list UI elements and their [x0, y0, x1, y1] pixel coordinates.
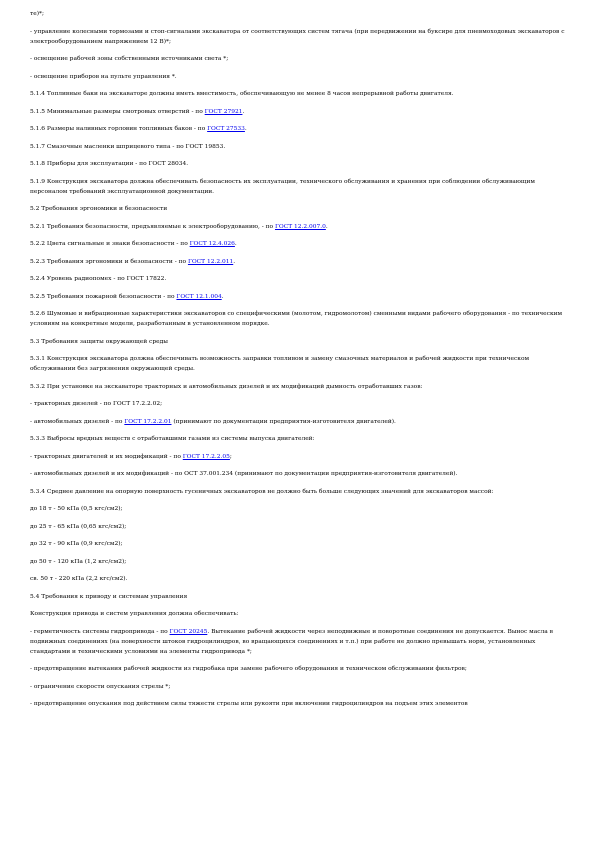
- paragraph-text-tail: .: [221, 293, 224, 300]
- paragraph: [30, 469, 565, 479]
- paragraph-text: 5.2.5 Требования пожарной безопасности - по: [30, 293, 177, 300]
- paragraph: [30, 699, 565, 709]
- paragraph-text: 5.1.4 Топливные баки на экскаваторе должны иметь вместимость, обеспечивающую не менее 8 часов непрерывной работы двигателя.: [30, 91, 454, 97]
- paragraph: [30, 204, 565, 214]
- paragraph: [30, 274, 565, 284]
- paragraph: [30, 72, 565, 82]
- paragraph-text: - освещение приборов на пульте управления *.: [30, 73, 177, 80]
- standard-link[interactable]: ГОСТ 27533: [207, 126, 245, 132]
- paragraph-text: 5.1.9 Конструкция экскаватора должна обеспечивать безопасность их эксплуатации, технического обслуживания и хранения при соблюдении обслуживающим персоналом требований эксплуатационной документации.: [30, 178, 535, 195]
- paragraph: [30, 337, 565, 347]
- paragraph: [30, 354, 565, 374]
- paragraph-text: 5.2.1 Требования безопасности, предъявляемые к электрооборудованию, - по: [30, 223, 275, 230]
- paragraph-text: 5.2 Требования эргономики и безопасности: [30, 206, 168, 212]
- paragraph: [30, 142, 565, 152]
- paragraph: [30, 257, 565, 267]
- standard-link[interactable]: ГОСТ 17.2.2.05: [182, 453, 230, 460]
- standard-link[interactable]: ГОСТ 12.4.026: [189, 241, 235, 247]
- paragraph: [30, 222, 565, 232]
- paragraph-text: - тракторных двигателей и их модификаций - по: [30, 453, 183, 460]
- paragraph: [30, 27, 565, 47]
- paragraph: [30, 9, 565, 19]
- standard-link[interactable]: ГОСТ 17.2.2.01: [124, 418, 172, 425]
- paragraph-text: до 32 т - 90 кПа (0,9 кгс/см2);: [30, 541, 123, 547]
- paragraph-text: 5.2.4 Уровень радиопомех - по ГОСТ 17822.: [30, 276, 167, 282]
- standard-link[interactable]: ГОСТ 27921: [204, 108, 243, 115]
- paragraph-text: 5.1.8 Приборы для эксплуатации - по ГОСТ 28034.: [30, 161, 189, 167]
- paragraph-text-tail: .: [325, 223, 328, 230]
- standard-link[interactable]: ГОСТ 12.2.011: [187, 258, 234, 265]
- paragraph-text: 5.1.6 Размеры наливных горловин топливных баков - по: [30, 126, 208, 132]
- paragraph-text: - автомобильных дизелей и их модификаций - по ОСТ 37.001.234 (принимают по документации предприятия-изготовителя двигателей).: [30, 471, 458, 477]
- paragraph: [30, 664, 565, 674]
- paragraph-text: 5.3.1 Конструкция экскаватора должна обеспечивать возможность заправки топливом и замену смазочных материалов и рабочей жидкости при техническом обслуживании без загрязнения окружающей среды.: [30, 356, 530, 372]
- paragraph: [30, 107, 565, 117]
- paragraph-text-tail: .: [233, 258, 236, 265]
- paragraph-text: - освещение рабочей зоны собственными источниками света *;: [30, 56, 229, 62]
- paragraph-text-tail: ;: [229, 453, 232, 460]
- paragraph: [30, 159, 565, 169]
- paragraph-text: 5.1.5 Минимальные размеры смотровых отверстий - по: [30, 108, 205, 115]
- paragraph-text-tail: . Вытекание рабочей жидкости через неподвижные и поворотные соединения не допускается. Вынос масла в подвижных соединениях (на поверхности штоков гидроцилиндров, во вращающихся соединениях и т.п.) при работе не должно превышать норм, установленных стандартами и техническими условиями на элементы гидропривода *;: [30, 628, 553, 655]
- paragraph-text: - предотвращение вытекания рабочей жидкости из гидробака при замене рабочего оборудования и техническом обслуживании фильтров;: [30, 666, 467, 672]
- paragraph-text: - ограничение скорости опускания стрелы *;: [30, 683, 171, 690]
- paragraph-text: до 25 т - 65 кПа (0,65 кгс/см2);: [30, 523, 127, 530]
- paragraph-text: 5.2.6 Шумовые и вибрационные характеристики экскаваторов со специфическими (молотом, гидромолотом) сменными видами рабочего оборудования - по техническим условиям на конкретные модели, разработанным в установленном порядке.: [30, 311, 563, 327]
- paragraph: [30, 399, 565, 409]
- paragraph: [30, 124, 565, 134]
- paragraph-text: 5.3 Требования защиты окружающей среды: [30, 338, 168, 345]
- paragraph: [30, 609, 565, 619]
- paragraph: [30, 557, 565, 567]
- standard-link[interactable]: ГОСТ 12.1.004: [176, 293, 222, 300]
- paragraph: [30, 292, 565, 302]
- paragraph: [30, 54, 565, 64]
- paragraph-text: 5.3.3 Выбросы вредных веществ с отработавшими газами из системы выпуска двигателей:: [30, 436, 315, 442]
- paragraph-text-tail: (принимают по документации предприятия-изготовителя двигателей).: [171, 418, 396, 425]
- paragraph: [30, 239, 565, 249]
- paragraph-text: - предотвращение опускания под действием силы тяжести стрелы или рукояти при включении гидроцилиндров на подъем этих элементов: [30, 701, 468, 707]
- paragraph: [30, 627, 565, 657]
- paragraph-text: 5.2.2 Цвета сигнальные и знаки безопасности - по: [30, 241, 190, 247]
- paragraph: [30, 522, 565, 532]
- paragraph: [30, 434, 565, 444]
- paragraph: [30, 452, 565, 462]
- standard-link[interactable]: ГОСТ 12.2.007.0: [274, 223, 326, 230]
- paragraph-text: - автомобильных дизелей - по: [30, 418, 125, 425]
- paragraph-text: 5.4 Требования к приводу и системам управления: [30, 593, 188, 600]
- paragraph: [30, 539, 565, 549]
- paragraph-text: - тракторных дизелей - по ГОСТ 17.2.2.02;: [30, 401, 163, 407]
- paragraph-text: 5.3.4 Среднее давление на опорную поверхность гусеничных экскаваторов не должно быть больше следующих значений для экскаваторов массой:: [30, 488, 494, 495]
- paragraph-text: до 50 т - 120 кПа (1,2 кгс/см2);: [30, 558, 127, 565]
- paragraph-text-tail: .: [244, 126, 247, 132]
- paragraph: [30, 309, 565, 329]
- paragraph: [30, 382, 565, 392]
- paragraph-text: 5.2.3 Требования эргономики и безопасности - по: [30, 258, 188, 265]
- paragraph: [30, 177, 565, 197]
- paragraph-text-tail: .: [242, 108, 245, 115]
- paragraph-text: 5.1.7 Смазочные масленки шприцевого типа - по ГОСТ 19853.: [30, 143, 226, 150]
- paragraph: [30, 592, 565, 602]
- paragraph: [30, 487, 565, 497]
- paragraph: [30, 682, 565, 692]
- paragraph-text: 5.3.2 При установке на экскаваторе тракторных и автомобильных дизелей и их модификаций дымность отработавших газов:: [30, 383, 423, 390]
- paragraph: [30, 417, 565, 427]
- paragraph: [30, 504, 565, 514]
- paragraph-text: - управление колесными тормозами и стоп-сигналами экскаватора от соответствующих систем тягача (при передвижении на буксире для пневмоходовых экскаваторов с электрооборудованием напряжением 12 В)*;: [30, 28, 565, 45]
- paragraph: [30, 574, 565, 584]
- standard-link[interactable]: ГОСТ 20245: [169, 628, 208, 635]
- paragraph-text: св. 50 т - 220 кПа (2,2 кгс/см2).: [30, 576, 128, 582]
- paragraph-text: Конструкция привода и систем управления должна обеспечивать:: [30, 611, 239, 617]
- paragraph: [30, 89, 565, 99]
- paragraph-text-tail: .: [234, 241, 237, 247]
- paragraph-text: те)*;: [30, 11, 44, 17]
- paragraph-text: до 18 т - 50 кПа (0,5 кгс/см2);: [30, 506, 123, 512]
- paragraph-text: - герметичность системы гидропривода - по: [30, 628, 170, 635]
